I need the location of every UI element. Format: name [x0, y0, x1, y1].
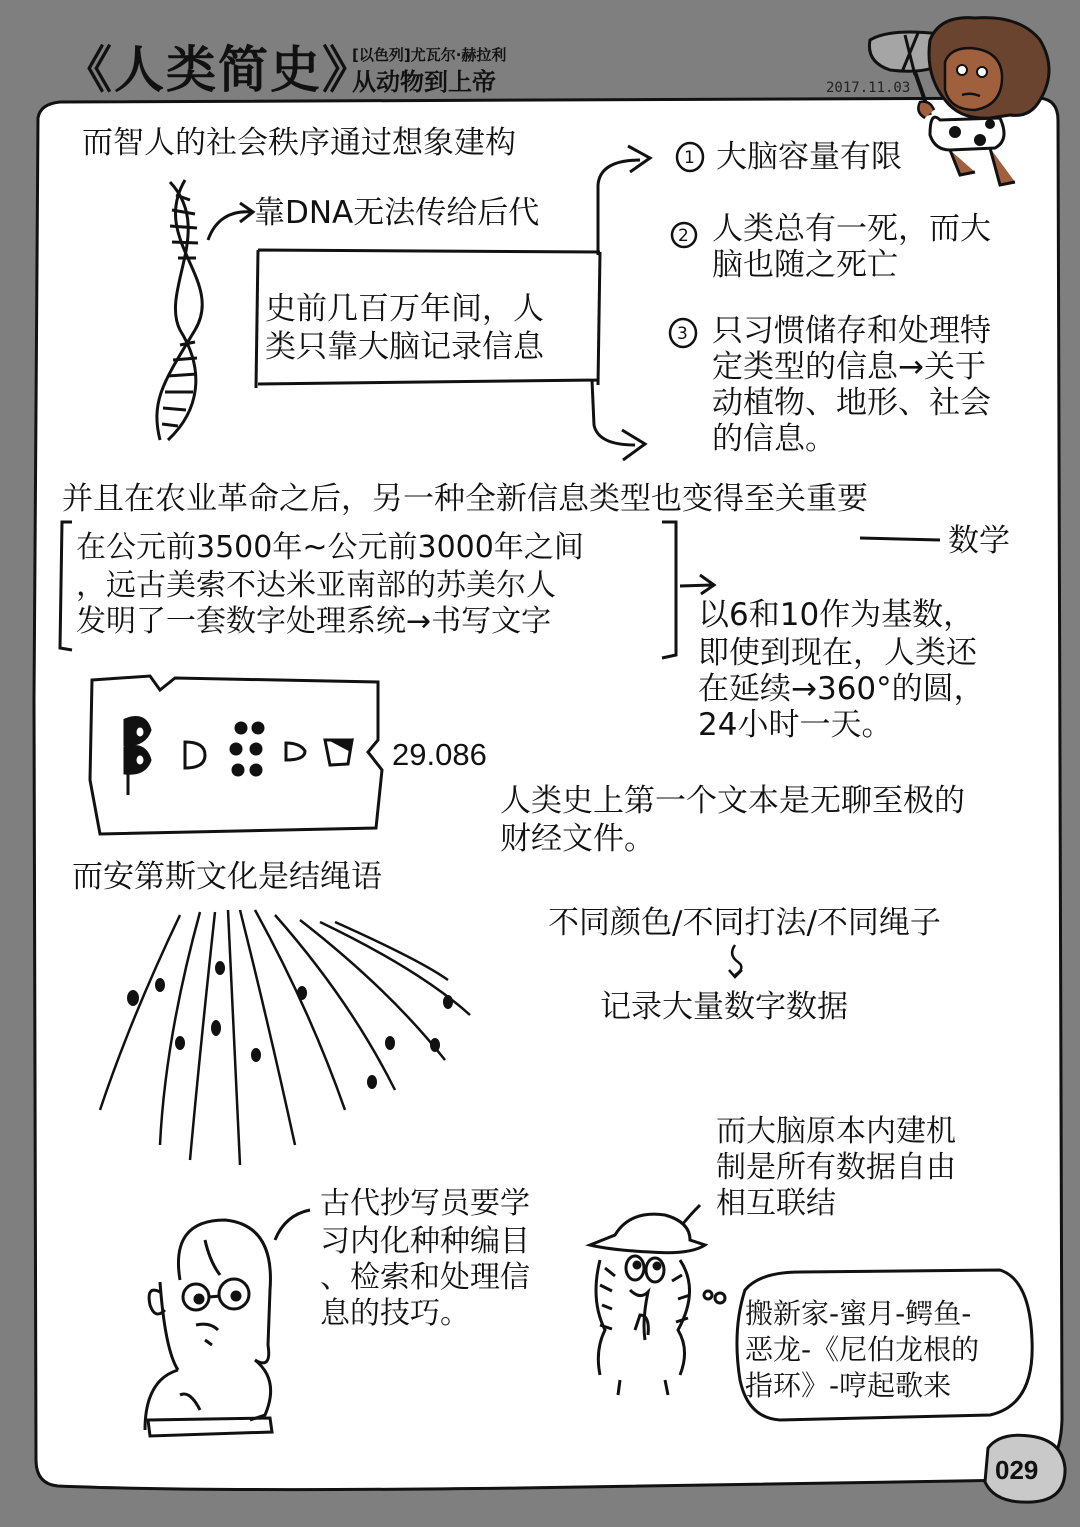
book-subtitle: 从动物到上帝 [352, 68, 496, 96]
section1-heading: 而智人的社会秩序通过想象建构 [82, 125, 516, 161]
point-3-line-1: 只习惯储存和处理特 [712, 313, 991, 349]
point-1: 大脑容量有限 [716, 139, 902, 175]
note-date: 2017.11.03 [826, 80, 911, 96]
dna-note: 靠DNA无法传给后代 [254, 195, 540, 231]
base-line-4: 24小时一天。 [698, 707, 893, 743]
point-3-line-3: 动植物、地形、社会 [712, 385, 991, 421]
prehistory-line-1: 史前几百万年间，人 [265, 291, 544, 327]
base-line-3: 在延续→360°的圆， [698, 671, 985, 707]
scribe-note-line-2: 习内化种种编目 [320, 1224, 530, 1259]
rope-result: 记录大量数字数据 [600, 989, 848, 1025]
base-line-1: 以6和10作为基数， [698, 597, 975, 633]
tablet-value: 29.086 [392, 737, 487, 772]
circle-number-3: 3 [677, 324, 688, 344]
prehistory-line-2: 类只靠大脑记录信息 [265, 329, 544, 365]
brain-note-line-2: 制是所有数据自由 [716, 1150, 956, 1185]
sumer-line-3: 发明了一套数字处理系统→书写文字 [76, 604, 552, 639]
bubble-line-1: 搬新家-蜜月-鳄鱼- [745, 1297, 972, 1330]
sumer-line-2: ，远古美索不达米亚南部的苏美尔人 [76, 568, 556, 603]
point-2-line-1: 人类总有一死，而大 [712, 211, 991, 247]
first-text-line-1: 人类史上第一个文本是无聊至极的 [500, 783, 965, 819]
bubble-line-3: 指环》-哼起歌来 [745, 1369, 952, 1402]
scribe-note-line-3: 、检索和处理信 [320, 1260, 530, 1295]
circle-number-2: 2 [678, 226, 689, 246]
brain-note-line-1: 而大脑原本内建机 [716, 1114, 956, 1149]
point-3-line-2: 定类型的信息→关于 [712, 349, 986, 385]
scribe-note-line-4: 息的技巧。 [320, 1296, 470, 1331]
page-number: 029 [995, 1455, 1039, 1485]
section2-heading: 并且在农业革命之后，另一种全新信息类型也变得至关重要 [62, 481, 868, 517]
dash-line [860, 538, 940, 540]
bubble-line-2: 恶龙-《尼伯龙根的 [745, 1333, 980, 1366]
base-line-2: 即使到现在，人类还 [698, 635, 977, 671]
scribe-note-line-1: 古代抄写员要学 [320, 1186, 530, 1221]
book-title: 《人类简史》 [62, 41, 374, 99]
sumer-line-1: 在公元前3500年~公元前3000年之间 [76, 530, 584, 565]
andes-heading: 而安第斯文化是结绳语 [72, 859, 382, 895]
rope-types: 不同颜色/不同打法/不同绳子 [548, 905, 941, 941]
first-text-line-2: 财经文件。 [500, 821, 655, 857]
point-2-line-2: 脑也随之死亡 [712, 247, 898, 283]
book-author: [以色列]尤瓦尔·赫拉利 [352, 46, 507, 64]
point-3-line-4: 的信息。 [712, 421, 836, 457]
brain-note-line-3: 相互联结 [716, 1186, 836, 1221]
circle-number-1: 1 [684, 148, 695, 168]
math-label: 数学 [948, 523, 1010, 559]
